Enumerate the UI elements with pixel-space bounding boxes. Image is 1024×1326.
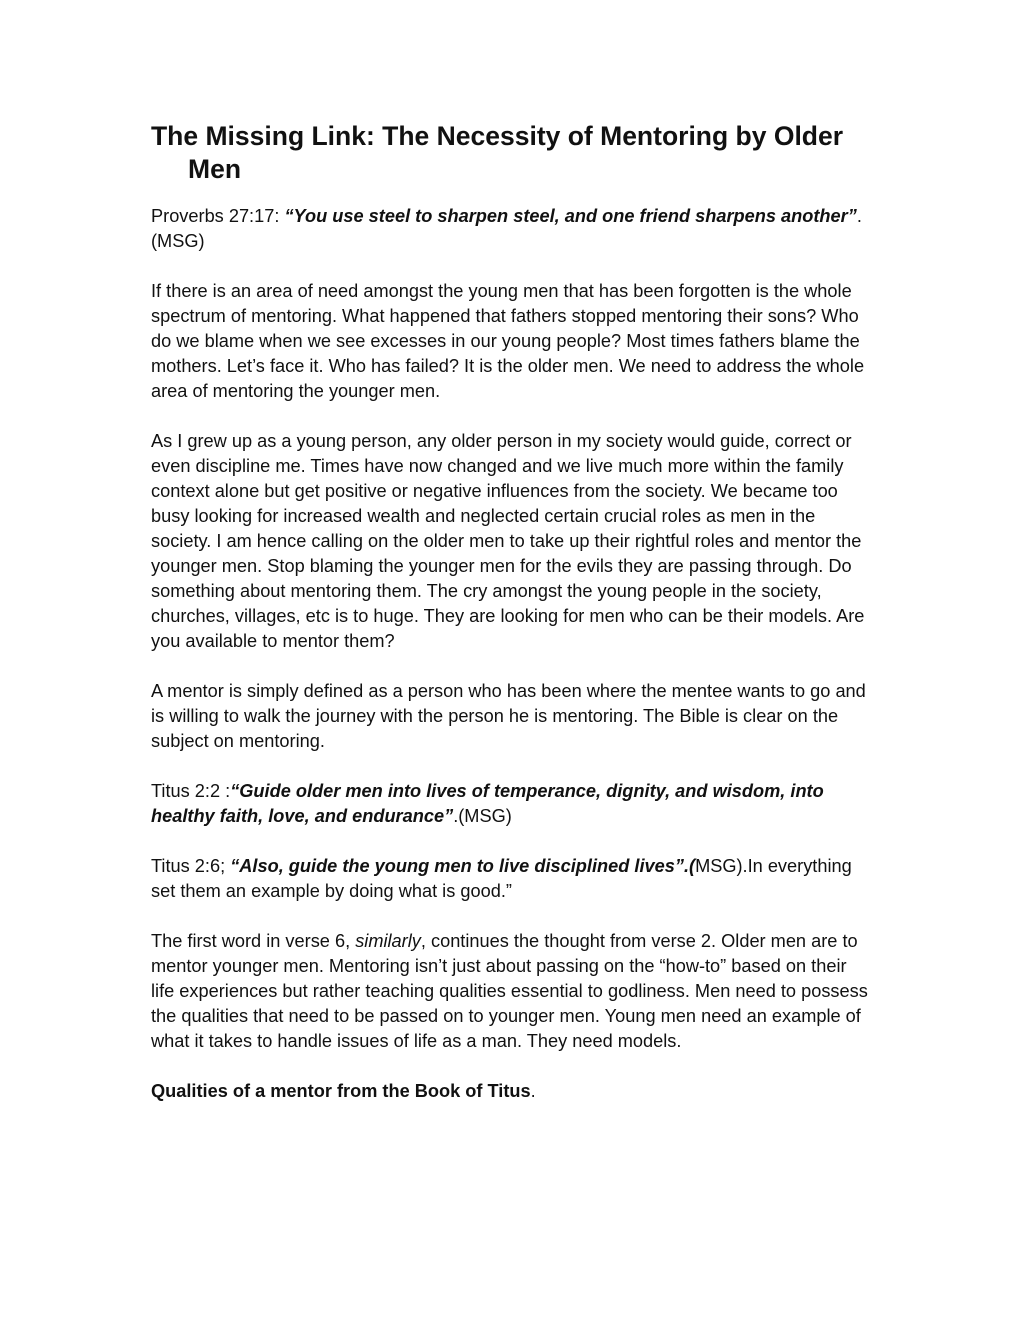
document-body	[151, 120, 873, 1104]
section-heading-text: Qualities of a mentor from the Book of Titus	[151, 1081, 531, 1101]
paragraph-need-for-mentoring: If there is an area of need amongst the young men that has been forgotten is the whole spectrum of mentoring. What happened that fathers stopped mentoring their sons? Who do we blame when we see excesses in our young people? Most times fathers blame the mothers. Let’s face it. Who has failed? It is the older men. We need to address the whole area of mentoring the younger men.	[151, 281, 865, 401]
paragraph-verse-6-explanation	[151, 929, 873, 1054]
paragraph-mentor-definition: A mentor is simply defined as a person who has been where the mentee wants to go and is willing to walk the journey with the person he is mentoring. The Bible is clear on the subject on mentoring.	[151, 681, 866, 751]
paragraph-growing-up: As I grew up as a young person, any older person in my society would guide, correct or even discipline me. Times have now changed and we live much more within the family context alone but get positive or negative influences from the society. We became too busy looking for increased wealth and neglected certain crucial roles as men in the society. I am hence calling on the older men to take up their rightful roles and mentor the younger men. Stop blaming the younger men for the evils they are passing through. Do something about mentoring them. The cry amongst the young people in the society, churches, villages, etc is to huge. They are looking for men who can be their models. Are you available to mentor them?	[151, 431, 865, 651]
verse-quote: “You use steel to sharpen steel, and one friend sharpens another”	[284, 206, 857, 226]
verse-reference: Titus 2:2 :	[151, 781, 231, 801]
verse-version: .(MSG)	[151, 206, 862, 251]
emphasized-word: similarly	[355, 931, 421, 951]
verse-reference: Proverbs 27:17:	[151, 206, 285, 226]
section-heading-period: .	[530, 1081, 536, 1101]
paragraph-text: , continues the thought from verse 2. Older men are to mentor younger men. Mentoring isn’t just about passing on the “how-to” based on their life experiences but rather teaching qualities essential to godliness. Men need to possess the qualities that need to be passed on to younger men. Young men need an example of what it takes to handle issues of life as a man. They need models.	[151, 931, 868, 1051]
paragraph-text: The first word in verse 6,	[151, 931, 356, 951]
titus-2-2-verse	[151, 779, 873, 829]
document-title: The Missing Link: The Necessity of Mentoring by Older Men	[151, 121, 844, 184]
verse-reference: Titus 2:6;	[151, 856, 231, 876]
verse-continuation: MSG).In everything set them an example by doing what is good.”	[151, 856, 852, 901]
section-heading	[151, 1079, 873, 1104]
titus-2-6-verse	[151, 854, 873, 904]
proverbs-verse	[151, 204, 873, 254]
verse-version: .(MSG)	[453, 806, 512, 826]
verse-quote: “Also, guide the young men to live disciplined lives”.(	[230, 856, 696, 876]
verse-quote: “Guide older men into lives of temperance, dignity, and wisdom, into healthy faith, love, and endurance”	[151, 781, 824, 826]
